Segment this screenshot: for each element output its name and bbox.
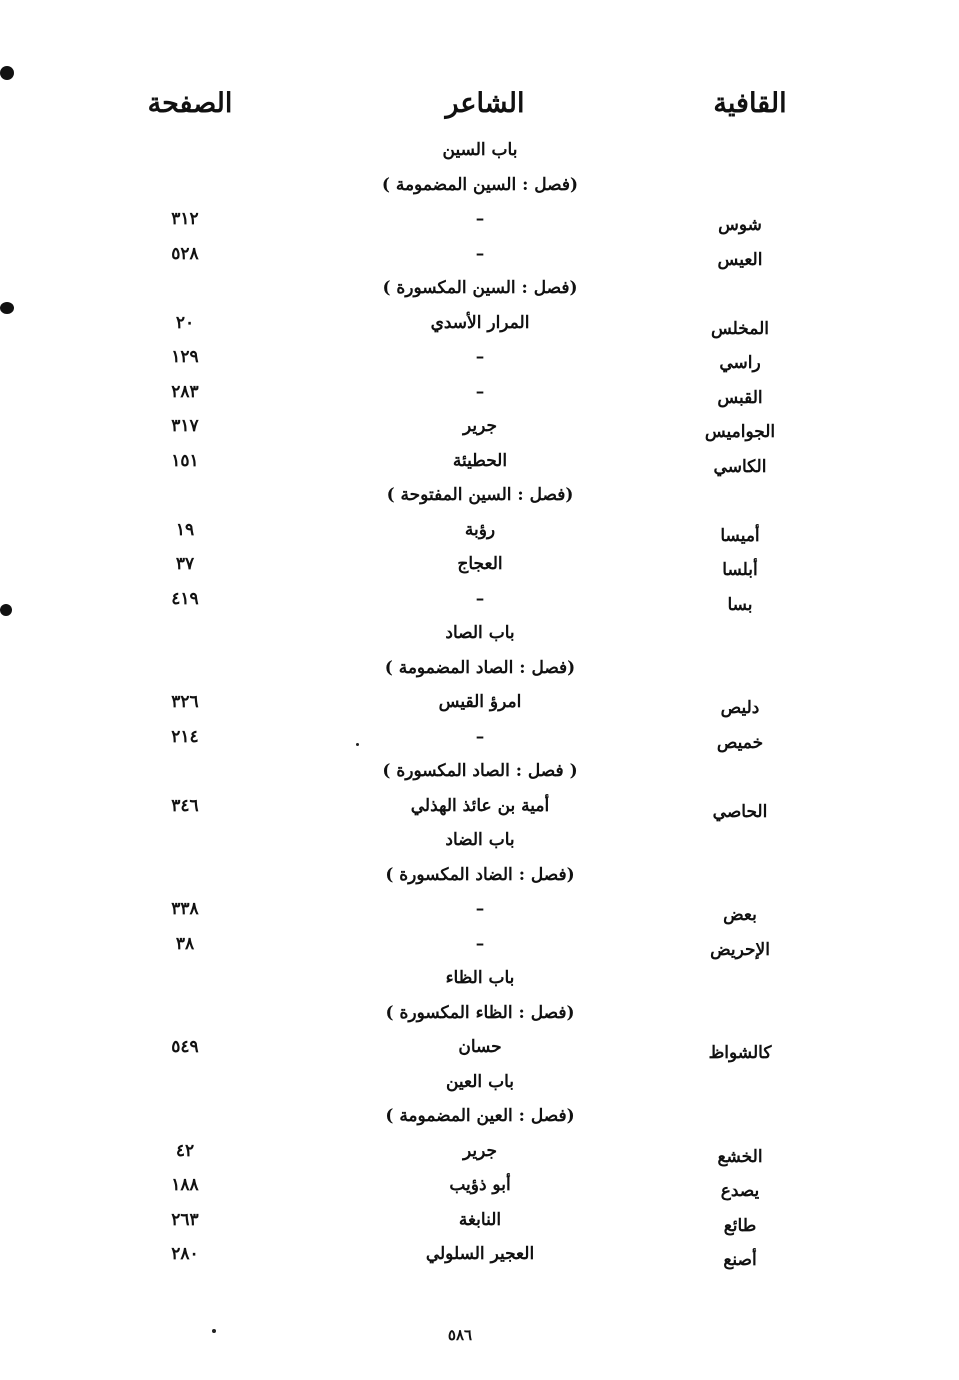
- page-cell: ٤٢: [175, 1140, 195, 1161]
- poet-cell: –: [475, 209, 485, 229]
- table-row: [0, 1238, 959, 1273]
- section-heading-row: [0, 652, 959, 687]
- poet-cell: النابغة: [458, 1209, 502, 1230]
- poet-cell: –: [475, 933, 485, 954]
- section-heading-row: [0, 134, 959, 169]
- table-row: [0, 928, 959, 963]
- table-header: [0, 88, 959, 128]
- page-cell: ٣١٧: [171, 416, 199, 436]
- rhyme-cell: دليص: [720, 698, 760, 718]
- page-cell: ٣٢٦: [171, 692, 199, 712]
- table-row: [0, 790, 959, 825]
- page-cell: ٣٧: [175, 554, 195, 574]
- poet-cell: –: [475, 347, 485, 367]
- section-heading: باب الضاد: [445, 830, 515, 850]
- section-heading: (فصل : الظاء المكسورة ): [385, 1002, 575, 1023]
- section-heading-row: [0, 824, 959, 859]
- rhyme-cell: طائع: [723, 1215, 757, 1236]
- poet-cell: –: [475, 381, 485, 402]
- poet-cell: أمية بن عائذ الهذلي: [410, 795, 550, 816]
- rhyme-cell: كالشواظ: [708, 1043, 772, 1063]
- rhyme-cell: يصدع: [720, 1181, 760, 1201]
- page-cell: ٣٤٦: [171, 795, 199, 816]
- rhyme-cell: خميص: [716, 732, 764, 753]
- table-row: [0, 686, 959, 721]
- poet-cell: المرار الأسدي: [430, 312, 530, 333]
- table-row: [0, 893, 959, 928]
- scan-blot: [0, 66, 14, 80]
- scan-blot: [0, 302, 14, 314]
- section-heading: (فصل : السين المفتوحة ): [386, 485, 574, 505]
- table-row: [0, 307, 959, 342]
- section-heading-row: [0, 272, 959, 307]
- table-row: [0, 1031, 959, 1066]
- page-cell: ١٨٨: [171, 1175, 199, 1195]
- page-cell: ١٥١: [171, 450, 199, 471]
- table-row: [0, 1204, 959, 1239]
- rhyme-cell: العيس: [717, 249, 763, 270]
- rhyme-cell: أميسا: [720, 525, 760, 546]
- page-cell: ١٢٩: [171, 347, 199, 367]
- rhyme-cell: الحاصي: [712, 801, 768, 822]
- page-number: ٥٨٦: [447, 1326, 473, 1344]
- table-row: [0, 238, 959, 273]
- poet-cell: جرير: [463, 1140, 497, 1161]
- rhyme-cell: الإحريض: [710, 939, 770, 960]
- scan-speck: [212, 1329, 216, 1333]
- rhyme-cell: شوس: [718, 215, 762, 235]
- section-heading: (فصل : الصاد المضمومة ): [384, 657, 576, 678]
- table-row: [0, 445, 959, 480]
- section-heading: (فصل : العين المضمومة ): [385, 1106, 575, 1126]
- poet-cell: –: [475, 588, 485, 609]
- section-heading: باب الصاد: [445, 623, 515, 643]
- poet-cell: حسان: [458, 1037, 502, 1057]
- table-row: [0, 341, 959, 376]
- table-row: [0, 514, 959, 549]
- section-heading: (فصل : الضاد المكسورة ): [385, 864, 575, 885]
- section-heading-row: [0, 1100, 959, 1135]
- table-row: [0, 1169, 959, 1204]
- page-cell: ٥٤٩: [171, 1037, 199, 1057]
- section-heading-row: [0, 859, 959, 894]
- section-heading: ( فصل : الصاد المكسورة ): [382, 761, 578, 781]
- page-cell: ١٩: [175, 519, 195, 540]
- poet-cell: –: [475, 726, 485, 747]
- rhyme-cell: الخشع: [717, 1146, 763, 1167]
- scan-blot: [0, 604, 12, 616]
- section-heading-row: [0, 169, 959, 204]
- rhyme-cell: القبس: [717, 387, 763, 408]
- rhyme-cell: الجواميس: [704, 422, 776, 442]
- page-cell: ٢٦٣: [171, 1209, 199, 1230]
- page-cell: ٢٨٣: [171, 381, 199, 402]
- section-heading-row: [0, 1066, 959, 1101]
- table-row: [0, 410, 959, 445]
- table-row: [0, 203, 959, 238]
- section-heading: (فصل : السين المكسورة ): [382, 278, 578, 298]
- poet-cell: –: [475, 243, 485, 264]
- scan-speck: [356, 743, 359, 746]
- page-cell: ٢١٤: [171, 726, 199, 747]
- section-heading-row: [0, 755, 959, 790]
- rhyme-cell: أصنع: [723, 1250, 757, 1270]
- table-row: [0, 548, 959, 583]
- poet-cell: رؤبة: [464, 519, 496, 540]
- section-heading-row: [0, 617, 959, 652]
- page-cell: ٣١٢: [171, 209, 199, 229]
- header-page: الصفحة: [147, 88, 233, 119]
- table-row: [0, 721, 959, 756]
- section-heading: باب العين: [445, 1071, 514, 1092]
- header-poet: الشاعر: [445, 88, 525, 119]
- index-table: [0, 134, 959, 1273]
- section-heading-row: [0, 962, 959, 997]
- table-row: [0, 583, 959, 618]
- page-cell: ٢٠: [175, 312, 195, 333]
- rhyme-cell: بسا: [727, 594, 753, 615]
- rhyme-cell: راسي: [719, 353, 761, 373]
- page-cell: ٥٢٨: [171, 243, 199, 264]
- rhyme-cell: بعض: [723, 905, 757, 925]
- rhyme-cell: أبلسا: [722, 560, 758, 580]
- page-cell: ٣٣٨: [171, 899, 199, 919]
- page-cell: ٣٨: [175, 933, 195, 954]
- poet-cell: العجاج: [457, 554, 503, 574]
- section-heading: باب السين: [442, 140, 518, 160]
- section-heading: باب الظاء: [445, 968, 515, 988]
- header-rhyme: القافية: [713, 88, 787, 119]
- poet-cell: أبو ذؤيب: [449, 1175, 511, 1195]
- section-heading-row: [0, 479, 959, 514]
- poet-cell: الحطيئة: [452, 450, 508, 471]
- poet-cell: العجير السلولي: [425, 1244, 535, 1264]
- section-heading: (فصل : السين المضمومة ): [381, 174, 579, 195]
- rhyme-cell: الكاسي: [713, 456, 767, 477]
- section-heading-row: [0, 997, 959, 1032]
- poet-cell: جرير: [463, 416, 497, 436]
- page-cell: ٤١٩: [171, 588, 199, 609]
- table-row: [0, 376, 959, 411]
- rhyme-cell: المخلس: [710, 318, 769, 339]
- poet-cell: –: [475, 899, 485, 919]
- poet-cell: امرؤ القيس: [438, 692, 522, 712]
- table-row: [0, 1135, 959, 1170]
- page-cell: ٢٨٠: [171, 1244, 199, 1264]
